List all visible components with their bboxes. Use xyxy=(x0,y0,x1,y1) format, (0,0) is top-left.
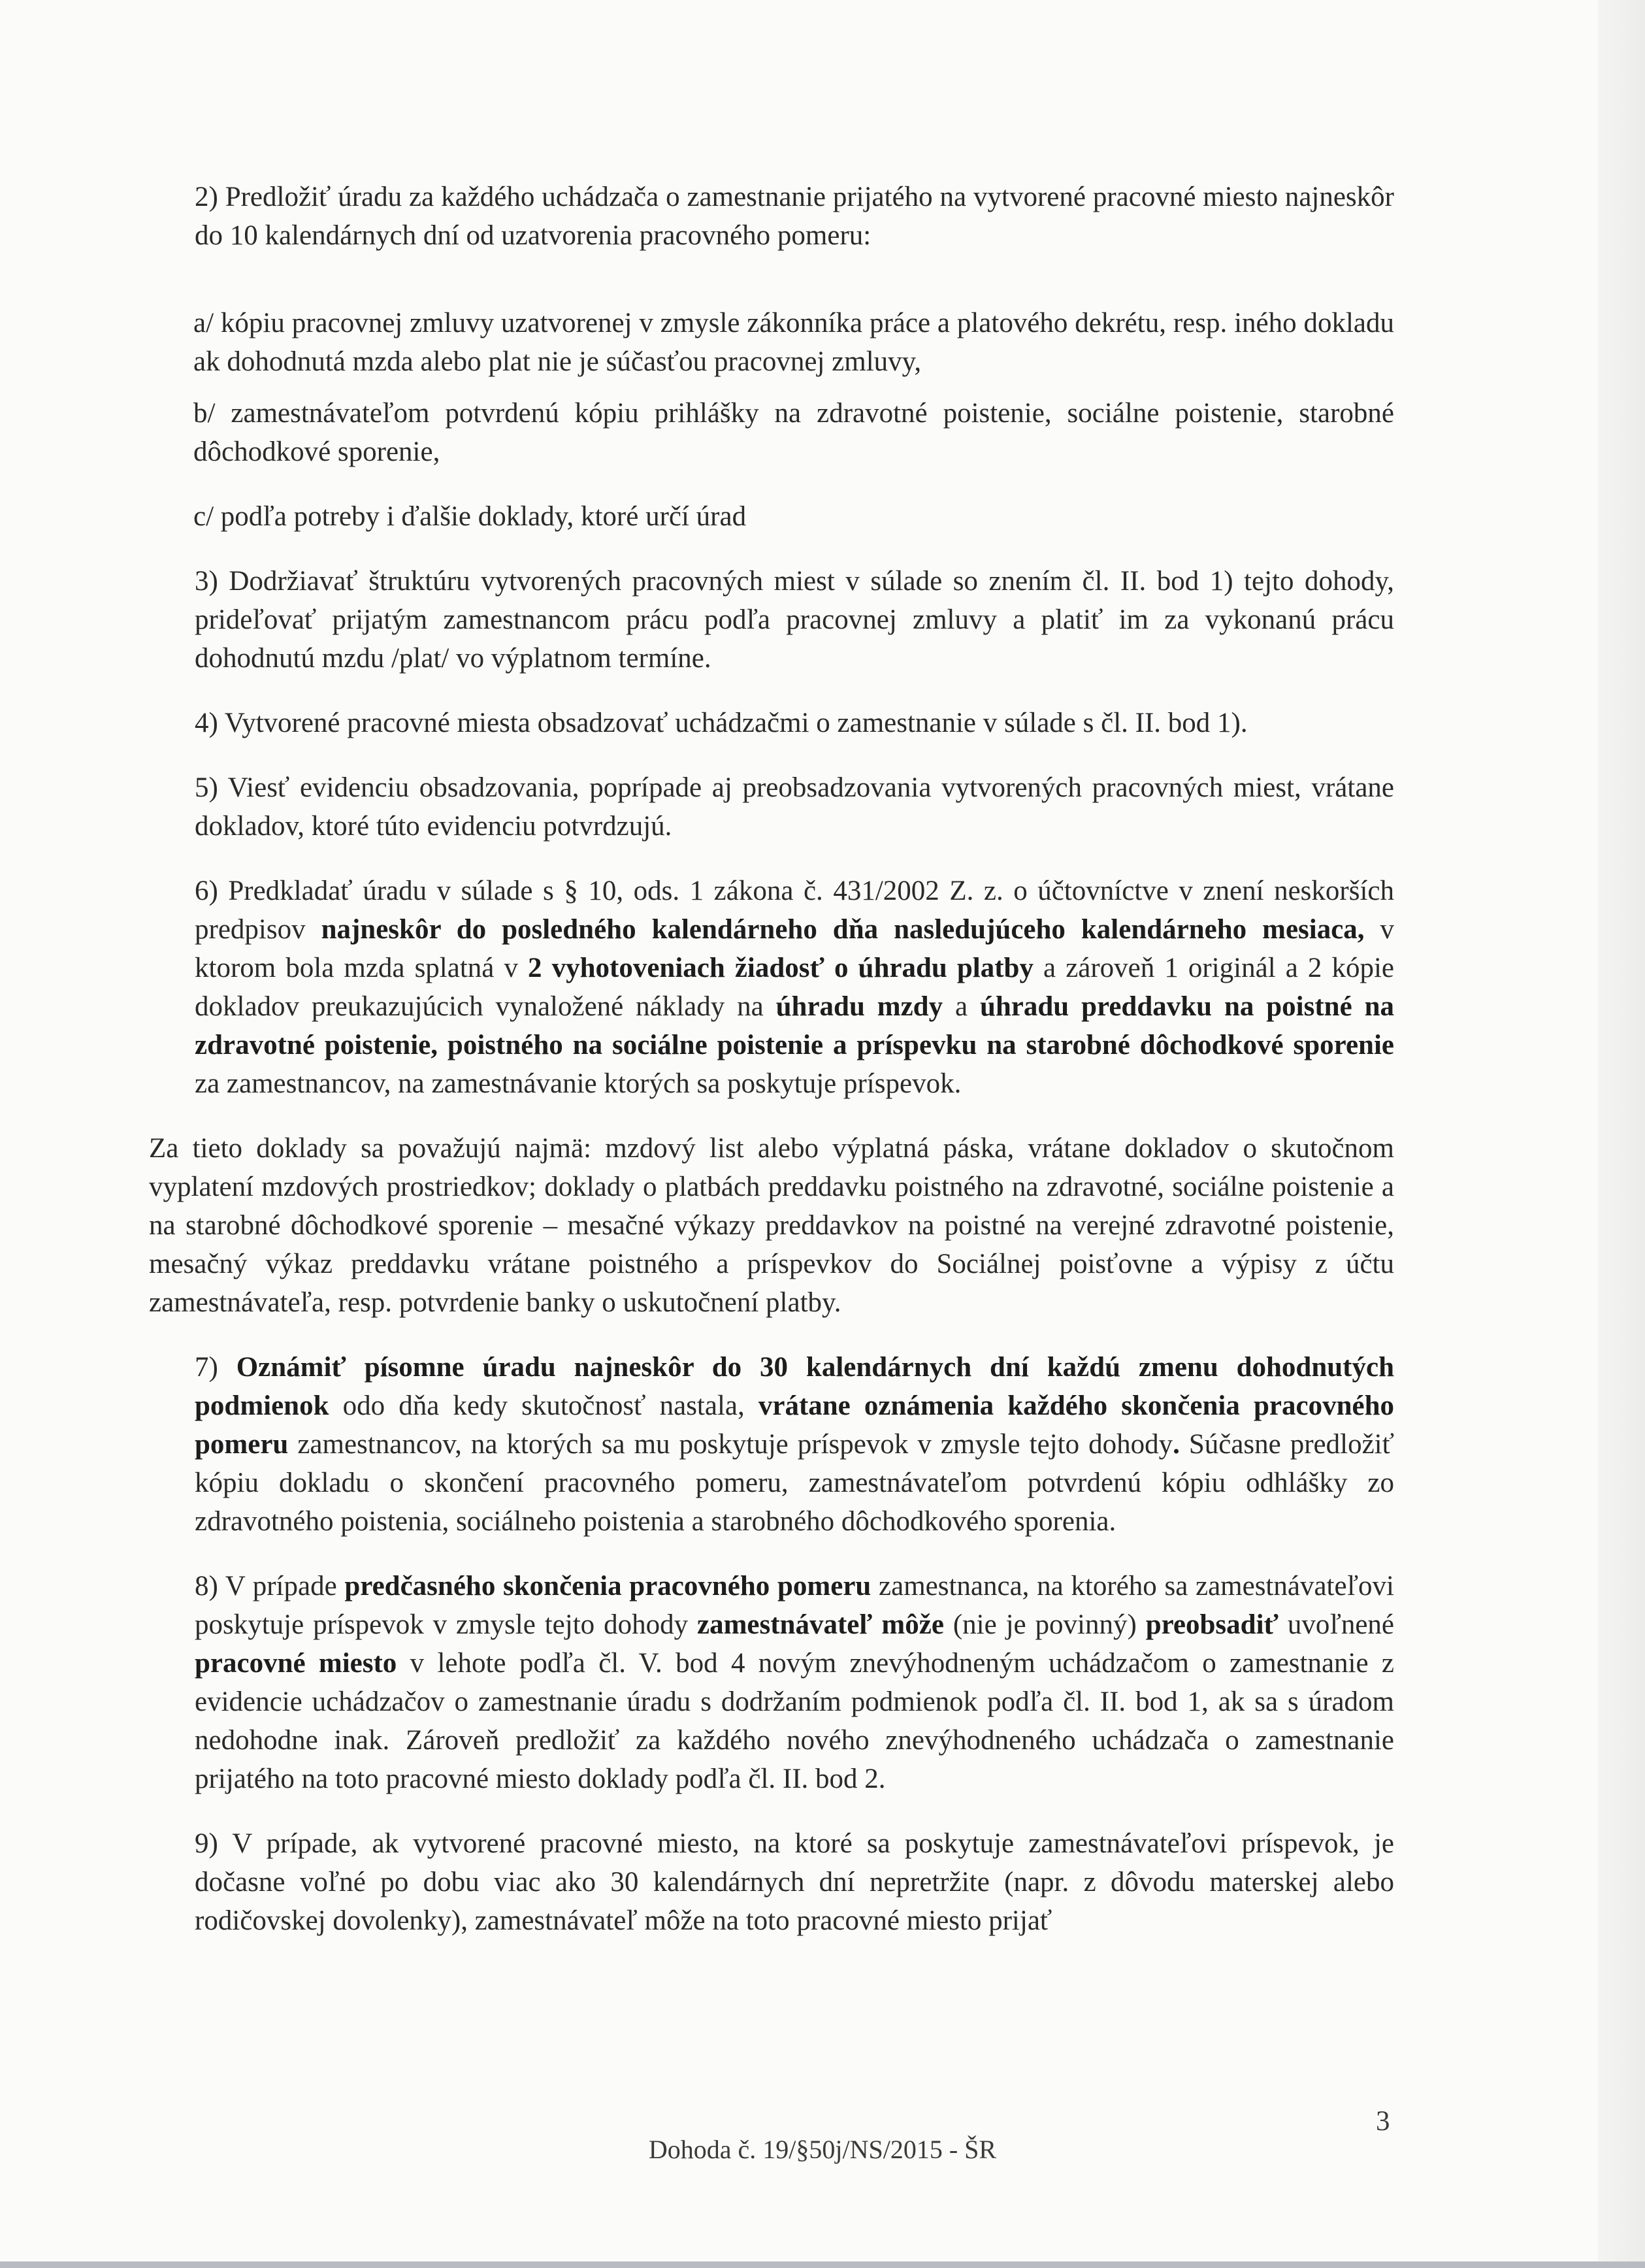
p6-text-5: za zamestnancov, na zamestnávanie ktorých sa poskytuje príspevok. xyxy=(195,1068,962,1099)
p6-bold-1: najneskôr do posledného kalendárneho dňa nasledujúceho kalendárneho mesiaca, xyxy=(321,914,1365,945)
p7-text-1: 7) xyxy=(195,1352,236,1383)
p6-text-2: v ktorom bola mzda splatná v xyxy=(195,914,1395,983)
page-number: 3 xyxy=(1376,2106,1390,2137)
p8-bold-1: predčasného skončenia pracovného pomeru xyxy=(344,1571,871,1602)
p7-text-4: Súčasne predložiť kópiu dokladu o skončení pracovného pomeru, zamestnávateľom potvrdenú kópiu odhlášky zo zdravotného poistenia, sociálneho poistenia a starobného dôchodkového sporenia. xyxy=(195,1429,1394,1537)
p6-text-4: a xyxy=(943,991,980,1022)
p7-text-2: odo dňa kedy skutočnosť nastala, xyxy=(329,1390,758,1421)
p6-text-3: a zároveň 1 originál a 2 kópie dokladov preukazujúcich vynaložené náklady na xyxy=(195,953,1394,1022)
scan-bottom-edge xyxy=(0,2261,1645,2268)
paragraph-3: 3) Dodržiavať štruktúru vytvorených pracovných miest v súlade so znením čl. II. bod 1) tejto dohody, prideľovať prijatým zamestnancom prácu podľa pracovnej zmluvy a platiť im za vykonanú prácu dohodnutú mzdu /plat/ vo výplatnom termíne. xyxy=(195,566,1394,674)
scan-edge xyxy=(1598,0,1645,2268)
p7-text-3: zamestnancov, na ktorých sa mu poskytuje príspevok v zmysle tejto dohody xyxy=(288,1429,1173,1460)
p8-text-3: (nie je povinný) xyxy=(943,1609,1146,1640)
p6-text-1: 6) Predkladať úradu v súlade s § 10, ods. 1 zákona č. 431/2002 Z. z. o účtovníctve v znení neskorších predpisov xyxy=(195,876,1394,945)
paragraph-6-note: Za tieto doklady sa považujú najmä: mzdový list alebo výplatná páska, vrátane dokladov o skutočnom vyplatení mzdových prostriedkov; doklady o platbách preddavku poistného na zdravotné, sociálne poistenie a na starobné dôchodkové sporenie – mesačné výkazy preddavkov na poistné na verejné zdravotné poistenie, mesačný výkaz preddavku vrátane poistného a príspevkov do Sociálnej poisťovne a výpisy z účtu zamestnávateľa, resp. potvrdenie banky o uskutočnení platby. xyxy=(149,1133,1394,1318)
p8-bold-3: preobsadiť xyxy=(1145,1609,1279,1640)
p6-bold-4: úhradu preddavku na poistné na zdravotné poistenie, poistného na sociálne poistenie a príspevku na starobné dôchodkové sporenie xyxy=(195,991,1394,1060)
p6-bold-2: 2 vyhotoveniach žiadosť o úhradu platby xyxy=(528,953,1034,983)
paragraph-7 xyxy=(149,1348,1394,1541)
document-body xyxy=(149,178,1394,1940)
paragraph-4: 4) Vytvorené pracovné miesta obsadzovať uchádzačmi o zamestnanie v súlade s čl. II. bod 1). xyxy=(195,708,1248,738)
p8-text-5: v lehote podľa čl. V. bod 4 novým znevýhodneným uchádzačom o zamestnanie z evidencie uchádzačov o zamestnanie úradu s dodržaním podmienok podľa čl. II. bod 1, ak sa s úradom nedohodne inak. Zároveň predložiť za každého nového znevýhodneného uchádzača o zamestnanie prijatého na toto pracovné miesto doklady podľa čl. II. bod 2. xyxy=(195,1648,1394,1794)
paragraph-9: 9) V prípade, ak vytvorené pracovné miesto, na ktoré sa poskytuje zamestnávateľovi príspevok, je dočasne voľné po dobu viac ako 30 kalendárnych dní nepretržite (napr. z dôvodu materskej alebo rodičovskej dovolenky), zamestnávateľ môže na toto pracovné miesto prijať xyxy=(195,1828,1394,1936)
paragraph-2b: b/ zamestnávateľom potvrdenú kópiu prihlášky na zdravotné poistenie, sociálne poistenie, starobné dôchodkové sporenie, xyxy=(193,398,1394,467)
footer-reference: Dohoda č. 19/§50j/NS/2015 - ŠR xyxy=(648,2135,997,2164)
paragraph-2a: a/ kópiu pracovnej zmluvy uzatvorenej v zmysle zákonníka práce a platového dekrétu, resp. iného dokladu ak dohodnutá mzda alebo plat nie je súčasťou pracovnej zmluvy, xyxy=(193,308,1394,377)
p7-bold-2: vrátane oznámenia každého skončenia pracovného pomeru xyxy=(195,1390,1394,1460)
p7-bold-1: Oznámiť písomne úradu najneskôr do 30 kalendárnych dní každú zmenu dohodnutých podmienok xyxy=(195,1352,1394,1421)
p8-text-4: uvoľnené xyxy=(1278,1609,1394,1640)
p8-bold-2: zamestnávateľ môže xyxy=(696,1609,944,1640)
p8-text-1: 8) V prípade xyxy=(195,1571,345,1602)
paragraph-2c: c/ podľa potreby i ďalšie doklady, ktoré určí úrad xyxy=(193,501,747,532)
p6-bold-3: úhradu mzdy xyxy=(775,991,943,1022)
p8-bold-4: pracovné miesto xyxy=(195,1648,397,1679)
paragraph-8 xyxy=(149,1567,1394,1798)
paragraph-2: 2) Predložiť úradu za každého uchádzača o zamestnanie prijatého na vytvorené pracovné miesto najneskôr do 10 kalendárnych dní od uzatvorenia pracovného pomeru: xyxy=(195,182,1394,251)
paragraph-6 xyxy=(149,872,1394,1103)
p8-text-2: zamestnanca, na ktorého sa zamestnávateľovi poskytuje príspevok v zmysle tejto dohody xyxy=(195,1571,1394,1640)
p7-bold-3: . xyxy=(1173,1429,1180,1460)
paragraph-5: 5) Viesť evidenciu obsadzovania, poprípade aj preobsadzovania vytvorených pracovných miest, vrátane dokladov, ktoré túto evidenciu potvrdzujú. xyxy=(195,772,1394,842)
